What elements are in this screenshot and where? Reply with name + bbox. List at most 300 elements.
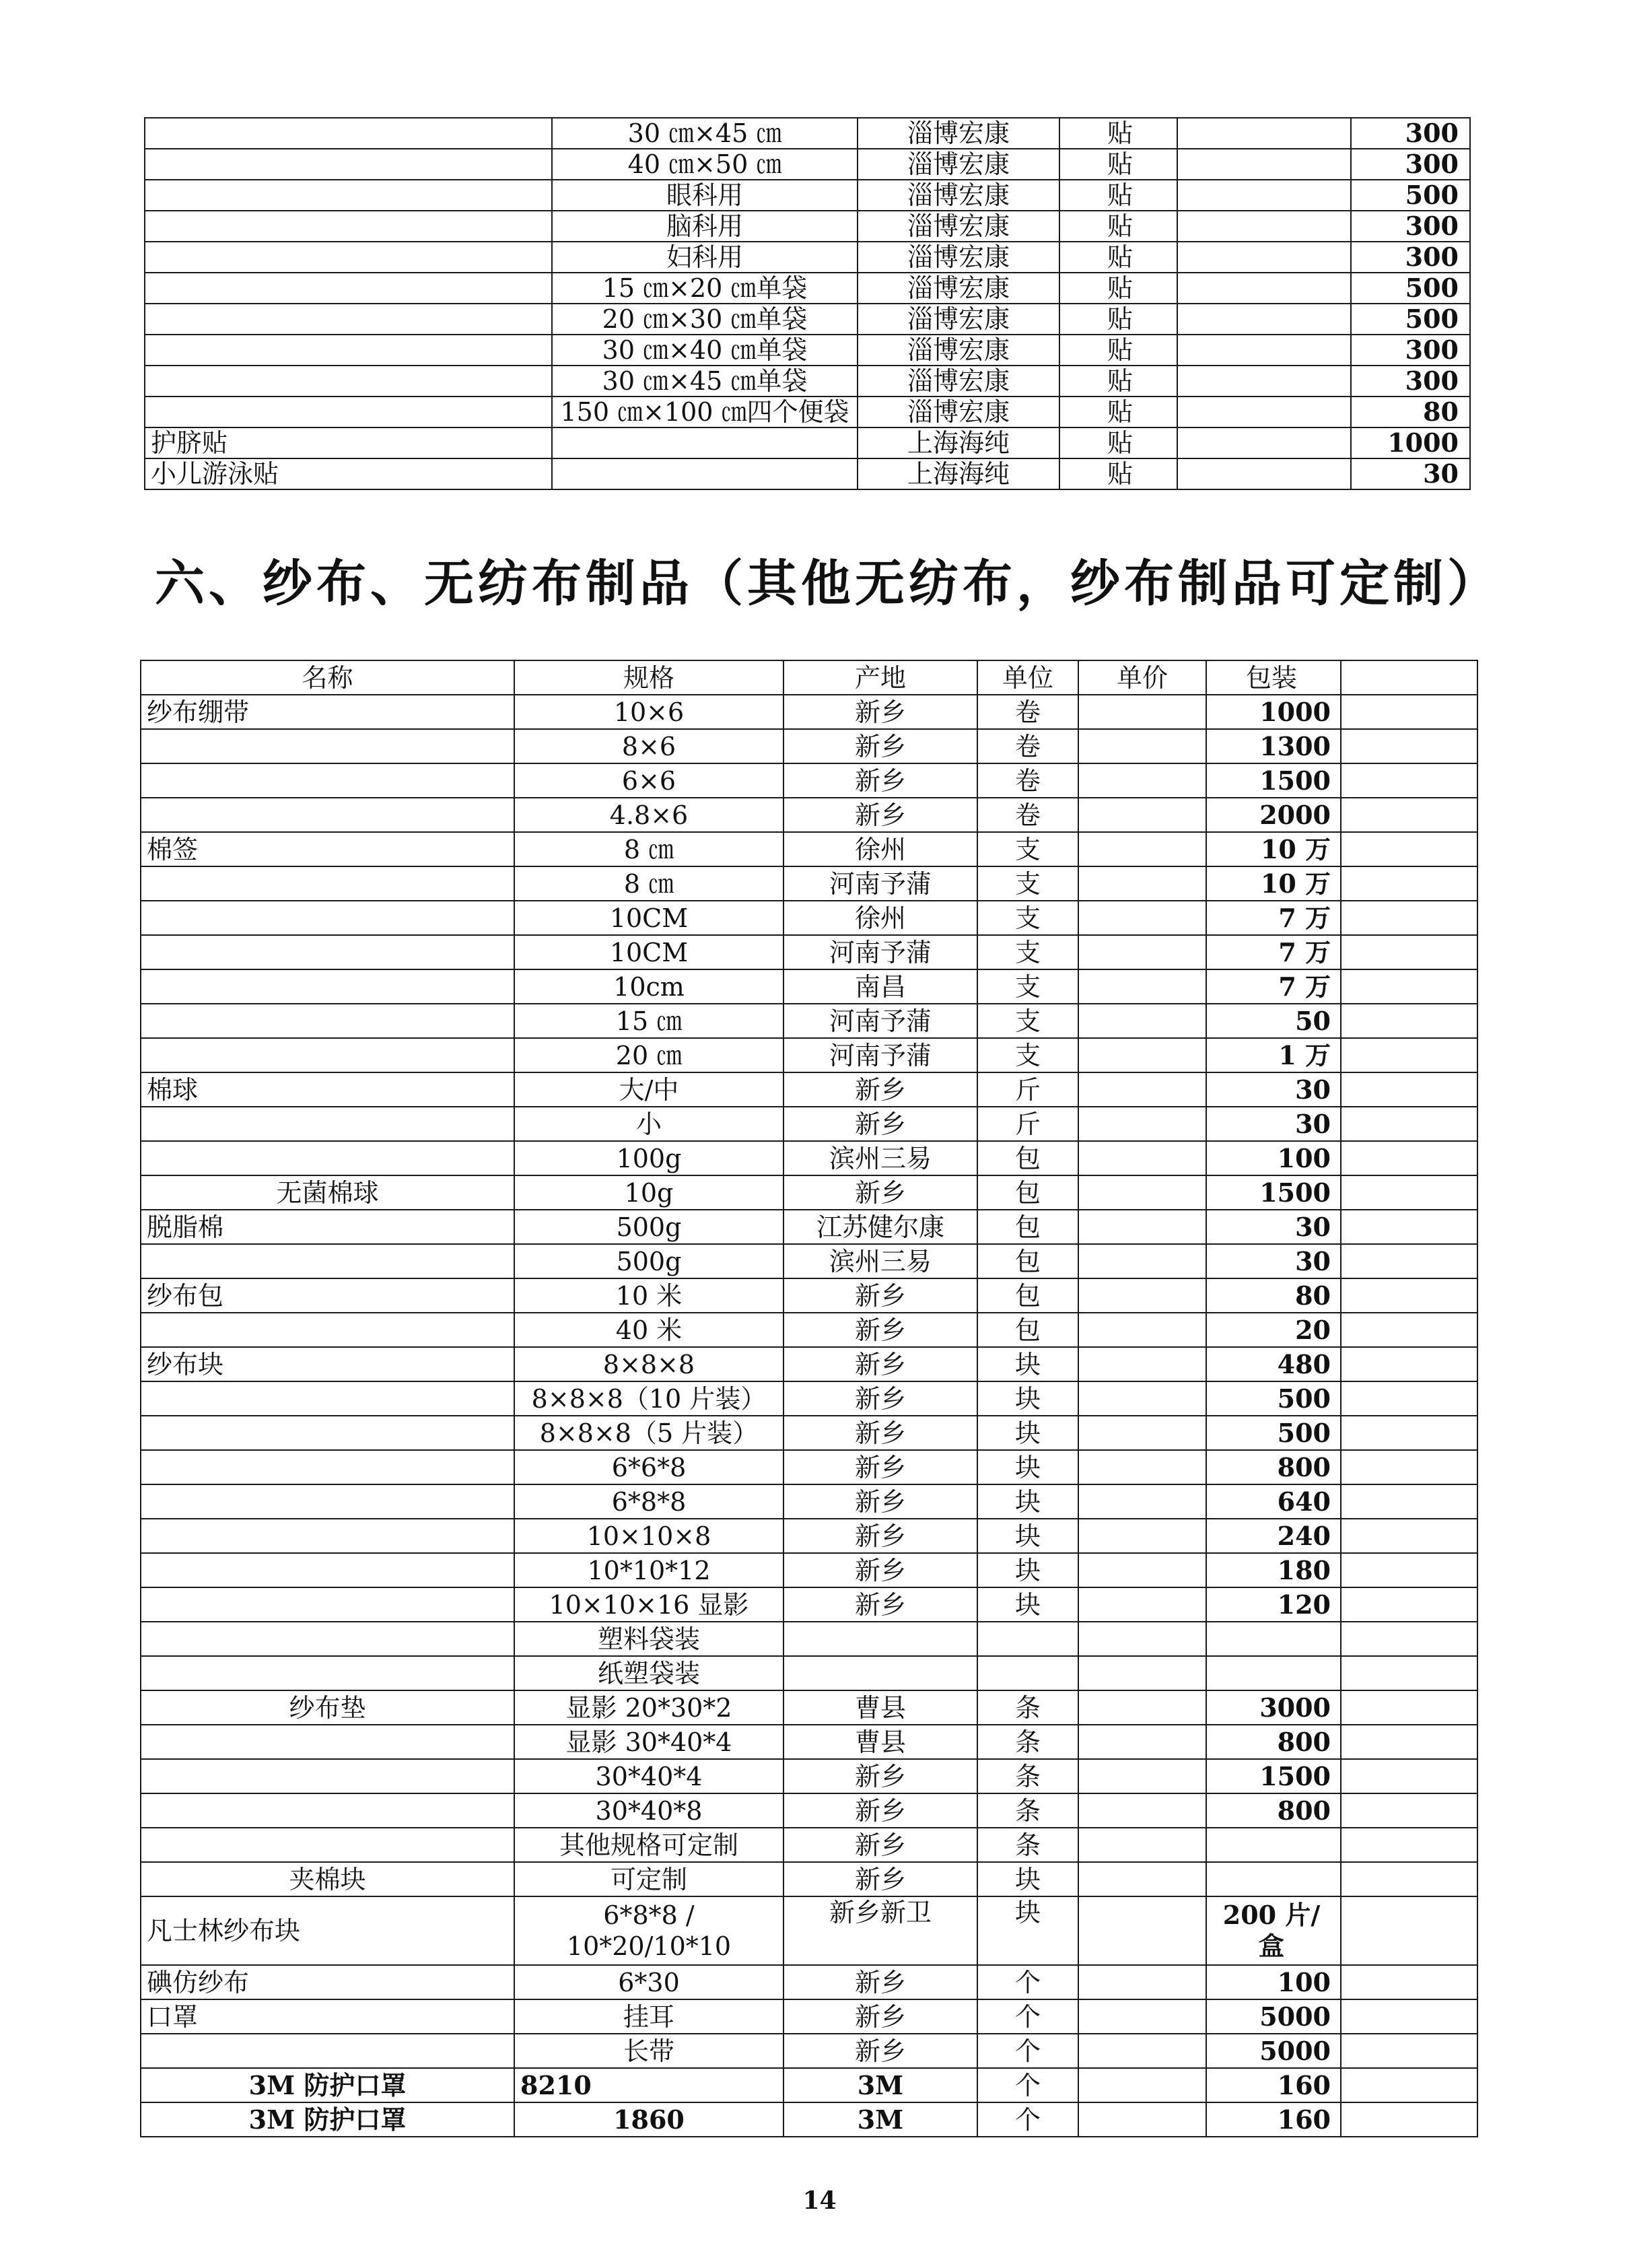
product-name-cell: [145, 211, 552, 242]
pack-cell: 300: [1351, 211, 1470, 242]
price-cell: [1177, 458, 1351, 489]
table-row: [141, 969, 1477, 1004]
spec-cell: 6*30: [514, 1965, 783, 1999]
spec-cell: 10 米: [514, 1278, 783, 1313]
pack-cell: 7 万: [1206, 935, 1341, 969]
origin-cell: 新乡: [783, 1828, 977, 1862]
spec-cell: 10cm: [514, 969, 783, 1004]
pack-cell: 200 片/盒: [1206, 1896, 1341, 1965]
origin-cell: 新乡: [783, 1416, 977, 1450]
origin-cell: 上海海纯: [858, 458, 1059, 489]
spec-cell: 显影 30*40*4: [514, 1725, 783, 1759]
table-row: [141, 2068, 1477, 2102]
product-name-cell: 夹棉块: [141, 1862, 514, 1896]
pack-cell: 800: [1206, 1793, 1341, 1828]
spec-cell: 30*40*8: [514, 1793, 783, 1828]
pack-cell: 1000: [1351, 427, 1470, 458]
extra-cell: [1341, 1690, 1477, 1725]
price-cell: [1078, 1896, 1206, 1965]
product-name-cell: [141, 1656, 514, 1690]
table-row: [141, 729, 1477, 763]
spec-cell: 妇科用: [552, 242, 858, 273]
table-row: [141, 1175, 1477, 1210]
table-row: [145, 118, 1470, 149]
price-cell: [1078, 1793, 1206, 1828]
product-name-cell: 无菌棉球: [141, 1175, 514, 1210]
origin-cell: 新乡: [783, 1862, 977, 1896]
header-unit: 单位: [977, 660, 1078, 695]
unit-cell: 贴: [1059, 366, 1177, 397]
price-cell: [1078, 1828, 1206, 1862]
product-name-cell: 口罩: [141, 1999, 514, 2034]
spec-cell: 6*8*8: [514, 1484, 783, 1519]
pack-cell: 30: [1206, 1107, 1341, 1141]
table-row: [141, 1519, 1477, 1553]
product-name-cell: [141, 1141, 514, 1175]
table-row: [145, 211, 1470, 242]
pack-cell: 1500: [1206, 1759, 1341, 1793]
unit-cell: 条: [977, 1793, 1078, 1828]
table-row: [141, 1587, 1477, 1622]
pack-cell: 300: [1351, 118, 1470, 149]
product-name-cell: 棉签: [141, 832, 514, 866]
product-name-cell: [145, 149, 552, 180]
spec-cell: 40 ㎝×50 ㎝: [552, 149, 858, 180]
extra-cell: [1341, 1793, 1477, 1828]
table-row: [141, 1965, 1477, 1999]
pack-cell: 800: [1206, 1450, 1341, 1484]
price-cell: [1078, 1347, 1206, 1381]
origin-cell: 新乡: [783, 798, 977, 832]
unit-cell: 贴: [1059, 427, 1177, 458]
price-cell: [1177, 366, 1351, 397]
header-origin: 产地: [783, 660, 977, 695]
origin-cell: 新乡: [783, 1519, 977, 1553]
origin-cell: 新乡: [783, 1175, 977, 1210]
unit-cell: 支: [977, 1004, 1078, 1038]
price-cell: [1078, 1519, 1206, 1553]
unit-cell: 贴: [1059, 149, 1177, 180]
origin-cell: 新乡: [783, 1999, 977, 2034]
table-row: [141, 1690, 1477, 1725]
table-row: [141, 832, 1477, 866]
price-cell: [1177, 304, 1351, 335]
spec-cell: 30*40*4: [514, 1759, 783, 1793]
origin-cell: 淄博宏康: [858, 273, 1059, 304]
pack-cell: 80: [1206, 1278, 1341, 1313]
pack-cell: 10 万: [1206, 866, 1341, 901]
table-row: [141, 1484, 1477, 1519]
spec-cell: 10×6: [514, 695, 783, 729]
origin-cell: 新乡: [783, 1450, 977, 1484]
table-row: [141, 1656, 1477, 1690]
extra-cell: [1341, 1244, 1477, 1278]
table-row: [145, 149, 1470, 180]
spec-cell: 脑科用: [552, 211, 858, 242]
table-row: [141, 1313, 1477, 1347]
price-cell: [1078, 1416, 1206, 1450]
spec-cell: 30 ㎝×40 ㎝单袋: [552, 335, 858, 366]
unit-cell: 条: [977, 1725, 1078, 1759]
extra-cell: [1341, 1175, 1477, 1210]
table-header-row: [141, 660, 1477, 695]
unit-cell: 包: [977, 1141, 1078, 1175]
table-row: [145, 458, 1470, 489]
extra-cell: [1341, 1965, 1477, 1999]
pack-cell: 1 万: [1206, 1038, 1341, 1072]
spec-cell: 500g: [514, 1244, 783, 1278]
extra-cell: [1341, 2034, 1477, 2068]
extra-cell: [1341, 1004, 1477, 1038]
origin-cell: 淄博宏康: [858, 397, 1059, 427]
origin-cell: [783, 1622, 977, 1656]
unit-cell: 包: [977, 1175, 1078, 1210]
pack-cell: 240: [1206, 1519, 1341, 1553]
table-row: [145, 366, 1470, 397]
price-cell: [1177, 273, 1351, 304]
product-name-cell: 小儿游泳贴: [145, 458, 552, 489]
spec-cell: 15 ㎝: [514, 1004, 783, 1038]
spec-cell: 其他规格可定制: [514, 1828, 783, 1862]
pack-cell: 1300: [1206, 729, 1341, 763]
page-number: 14: [802, 2187, 837, 2215]
product-name-cell: [141, 1725, 514, 1759]
origin-cell: 新乡: [783, 1278, 977, 1313]
top-product-table: [144, 117, 1471, 490]
price-cell: [1177, 242, 1351, 273]
pack-cell: 30: [1206, 1244, 1341, 1278]
unit-cell: [977, 1622, 1078, 1656]
origin-cell: 淄博宏康: [858, 242, 1059, 273]
unit-cell: 贴: [1059, 273, 1177, 304]
product-name-cell: [141, 901, 514, 935]
pack-cell: [1206, 1828, 1341, 1862]
extra-cell: [1341, 2102, 1477, 2137]
unit-cell: 斤: [977, 1072, 1078, 1107]
extra-cell: [1341, 1896, 1477, 1965]
origin-cell: 新乡: [783, 1793, 977, 1828]
product-name-cell: [141, 1793, 514, 1828]
table-row: [141, 1622, 1477, 1656]
unit-cell: 块: [977, 1519, 1078, 1553]
price-cell: [1078, 935, 1206, 969]
extra-cell: [1341, 1210, 1477, 1244]
table-row: [141, 1107, 1477, 1141]
product-name-cell: [141, 1828, 514, 1862]
table-row: [145, 304, 1470, 335]
price-cell: [1078, 2102, 1206, 2137]
product-name-cell: [141, 1519, 514, 1553]
product-name-cell: [145, 366, 552, 397]
product-name-cell: [141, 729, 514, 763]
spec-cell: 20 ㎝: [514, 1038, 783, 1072]
table-row: [145, 427, 1470, 458]
price-cell: [1177, 118, 1351, 149]
product-name-cell: [145, 180, 552, 211]
unit-cell: 贴: [1059, 397, 1177, 427]
unit-cell: 支: [977, 935, 1078, 969]
pack-cell: 160: [1206, 2068, 1341, 2102]
table-row: [141, 866, 1477, 901]
unit-cell: 条: [977, 1690, 1078, 1725]
unit-cell: 块: [977, 1484, 1078, 1519]
origin-cell: 上海海纯: [858, 427, 1059, 458]
product-name-cell: [141, 763, 514, 798]
pack-cell: 30: [1351, 458, 1470, 489]
spec-cell: 40 米: [514, 1313, 783, 1347]
spec-cell: 眼科用: [552, 180, 858, 211]
pack-cell: 500: [1351, 180, 1470, 211]
origin-cell: 新乡新卫: [783, 1896, 977, 1965]
header-price: 单价: [1078, 660, 1206, 695]
table-row: [141, 695, 1477, 729]
pack-cell: 3000: [1206, 1690, 1341, 1725]
spec-cell: 100g: [514, 1141, 783, 1175]
price-cell: [1177, 397, 1351, 427]
spec-cell: 8210: [514, 2068, 783, 2102]
unit-cell: 块: [977, 1347, 1078, 1381]
table-row: [141, 1828, 1477, 1862]
unit-cell: 个: [977, 2068, 1078, 2102]
origin-cell: 南昌: [783, 969, 977, 1004]
price-cell: [1078, 1656, 1206, 1690]
product-name-cell: 凡士林纱布块: [141, 1896, 514, 1965]
origin-cell: 3M: [783, 2068, 977, 2102]
extra-cell: [1341, 2068, 1477, 2102]
product-name-cell: [141, 1759, 514, 1793]
price-cell: [1078, 1141, 1206, 1175]
unit-cell: 块: [977, 1381, 1078, 1416]
spec-cell: 8×8×8（5 片装）: [514, 1416, 783, 1450]
pack-cell: 1500: [1206, 1175, 1341, 1210]
product-name-cell: [145, 242, 552, 273]
price-cell: [1078, 1587, 1206, 1622]
unit-cell: 斤: [977, 1107, 1078, 1141]
unit-cell: 贴: [1059, 180, 1177, 211]
spec-cell: 1860: [514, 2102, 783, 2137]
price-cell: [1078, 1690, 1206, 1725]
pack-cell: 10 万: [1206, 832, 1341, 866]
pack-cell: 50: [1206, 1004, 1341, 1038]
product-name-cell: [141, 935, 514, 969]
unit-cell: 贴: [1059, 211, 1177, 242]
pack-cell: 80: [1351, 397, 1470, 427]
extra-cell: [1341, 1999, 1477, 2034]
table-row: [141, 1553, 1477, 1587]
product-name-cell: 纱布垫: [141, 1690, 514, 1725]
unit-cell: 支: [977, 1038, 1078, 1072]
product-name-cell: [141, 1622, 514, 1656]
pack-cell: 2000: [1206, 798, 1341, 832]
table-row: [141, 1210, 1477, 1244]
pack-cell: 5000: [1206, 2034, 1341, 2068]
spec-cell: 8×8×8（10 片装）: [514, 1381, 783, 1416]
extra-cell: [1341, 1622, 1477, 1656]
extra-cell: [1341, 866, 1477, 901]
price-cell: [1078, 901, 1206, 935]
price-cell: [1078, 969, 1206, 1004]
origin-cell: 河南予蒲: [783, 866, 977, 901]
extra-cell: [1341, 1107, 1477, 1141]
extra-cell: [1341, 1313, 1477, 1347]
price-cell: [1078, 832, 1206, 866]
pack-cell: 120: [1206, 1587, 1341, 1622]
unit-cell: [977, 1656, 1078, 1690]
main-table-body: [141, 660, 1477, 2137]
extra-cell: [1341, 763, 1477, 798]
price-cell: [1078, 1759, 1206, 1793]
extra-cell: [1341, 1862, 1477, 1896]
unit-cell: 块: [977, 1416, 1078, 1450]
origin-cell: 新乡: [783, 1965, 977, 1999]
unit-cell: 个: [977, 1999, 1078, 2034]
price-cell: [1078, 1175, 1206, 1210]
unit-cell: 支: [977, 866, 1078, 901]
origin-cell: 新乡: [783, 695, 977, 729]
unit-cell: 卷: [977, 798, 1078, 832]
unit-cell: 贴: [1059, 458, 1177, 489]
pack-cell: 500: [1351, 304, 1470, 335]
product-name-cell: 碘仿纱布: [141, 1965, 514, 1999]
spec-cell: 500g: [514, 1210, 783, 1244]
table-row: [141, 1347, 1477, 1381]
pack-cell: 300: [1351, 335, 1470, 366]
spec-cell: 10×10×8: [514, 1519, 783, 1553]
price-cell: [1078, 2068, 1206, 2102]
price-cell: [1078, 1862, 1206, 1896]
price-cell: [1177, 335, 1351, 366]
product-name-cell: [141, 1450, 514, 1484]
price-cell: [1177, 180, 1351, 211]
table-row: [141, 1725, 1477, 1759]
extra-cell: [1341, 1072, 1477, 1107]
section-heading: 六、纱布、无纺布制品（其他无纺布，纱布制品可定制）: [155, 555, 1501, 613]
price-cell: [1078, 763, 1206, 798]
unit-cell: 贴: [1059, 242, 1177, 273]
origin-cell: 新乡: [783, 1484, 977, 1519]
origin-cell: 新乡: [783, 763, 977, 798]
product-name-cell: [145, 273, 552, 304]
origin-cell: 徐州: [783, 901, 977, 935]
origin-cell: 新乡: [783, 1347, 977, 1381]
origin-cell: 新乡: [783, 2034, 977, 2068]
pack-cell: 1500: [1206, 763, 1341, 798]
table-row: [141, 1896, 1477, 1965]
price-cell: [1078, 2034, 1206, 2068]
spec-cell: 塑料袋装: [514, 1622, 783, 1656]
unit-cell: 个: [977, 2034, 1078, 2068]
origin-cell: 淄博宏康: [858, 149, 1059, 180]
extra-cell: [1341, 1484, 1477, 1519]
extra-cell: [1341, 1141, 1477, 1175]
unit-cell: 支: [977, 832, 1078, 866]
pack-cell: 800: [1206, 1725, 1341, 1759]
table-row: [141, 1244, 1477, 1278]
product-name-cell: [141, 1313, 514, 1347]
price-cell: [1078, 1381, 1206, 1416]
pack-cell: 300: [1351, 149, 1470, 180]
origin-cell: [783, 1656, 977, 1690]
price-cell: [1078, 1622, 1206, 1656]
pack-cell: 500: [1206, 1416, 1341, 1450]
spec-cell: 10CM: [514, 935, 783, 969]
product-name-cell: 纱布绷带: [141, 695, 514, 729]
spec-cell: 10×10×16 显影: [514, 1587, 783, 1622]
origin-cell: 曹县: [783, 1690, 977, 1725]
unit-cell: 贴: [1059, 118, 1177, 149]
pack-cell: 20: [1206, 1313, 1341, 1347]
pack-cell: 480: [1206, 1347, 1341, 1381]
price-cell: [1078, 1553, 1206, 1587]
pack-cell: 30: [1206, 1072, 1341, 1107]
unit-cell: 块: [977, 1896, 1078, 1965]
origin-cell: 淄博宏康: [858, 304, 1059, 335]
product-name-cell: [141, 1244, 514, 1278]
table-row: [141, 1450, 1477, 1484]
extra-cell: [1341, 1553, 1477, 1587]
product-name-cell: 3M 防护口罩: [141, 2068, 514, 2102]
unit-cell: 条: [977, 1828, 1078, 1862]
product-name-cell: [141, 1484, 514, 1519]
product-name-cell: [141, 1587, 514, 1622]
extra-cell: [1341, 1656, 1477, 1690]
unit-cell: 包: [977, 1210, 1078, 1244]
extra-cell: [1341, 1725, 1477, 1759]
unit-cell: 支: [977, 901, 1078, 935]
origin-cell: 新乡: [783, 1381, 977, 1416]
price-cell: [1078, 695, 1206, 729]
spec-cell: 10g: [514, 1175, 783, 1210]
table-row: [141, 1862, 1477, 1896]
spec-cell: 4.8×6: [514, 798, 783, 832]
pack-cell: 7 万: [1206, 901, 1341, 935]
table-row: [141, 1141, 1477, 1175]
price-cell: [1078, 1999, 1206, 2034]
price-cell: [1078, 1004, 1206, 1038]
extra-cell: [1341, 935, 1477, 969]
pack-cell: 300: [1351, 366, 1470, 397]
product-name-cell: [145, 335, 552, 366]
price-cell: [1078, 729, 1206, 763]
unit-cell: 包: [977, 1244, 1078, 1278]
unit-cell: 支: [977, 969, 1078, 1004]
spec-cell: 10CM: [514, 901, 783, 935]
top-table-body: [145, 118, 1470, 489]
product-name-cell: [141, 798, 514, 832]
unit-cell: 卷: [977, 763, 1078, 798]
gauze-products-table: [140, 660, 1478, 2137]
price-cell: [1078, 866, 1206, 901]
pack-cell: 300: [1351, 242, 1470, 273]
table-row: [141, 901, 1477, 935]
product-name-cell: 棉球: [141, 1072, 514, 1107]
table-row: [141, 2034, 1477, 2068]
origin-cell: 河南予蒲: [783, 1004, 977, 1038]
extra-cell: [1341, 1416, 1477, 1450]
origin-cell: 曹县: [783, 1725, 977, 1759]
price-cell: [1078, 1107, 1206, 1141]
product-name-cell: [141, 1553, 514, 1587]
pack-cell: 100: [1206, 1141, 1341, 1175]
extra-cell: [1341, 729, 1477, 763]
unit-cell: 个: [977, 2102, 1078, 2137]
product-name-cell: 3M 防护口罩: [141, 2102, 514, 2137]
table-row: [141, 2102, 1477, 2137]
extra-cell: [1341, 798, 1477, 832]
table-row: [141, 1381, 1477, 1416]
spec-cell: 8 ㎝: [514, 866, 783, 901]
spec-cell: 6*8*8 / 10*20/10*10: [514, 1896, 783, 1965]
